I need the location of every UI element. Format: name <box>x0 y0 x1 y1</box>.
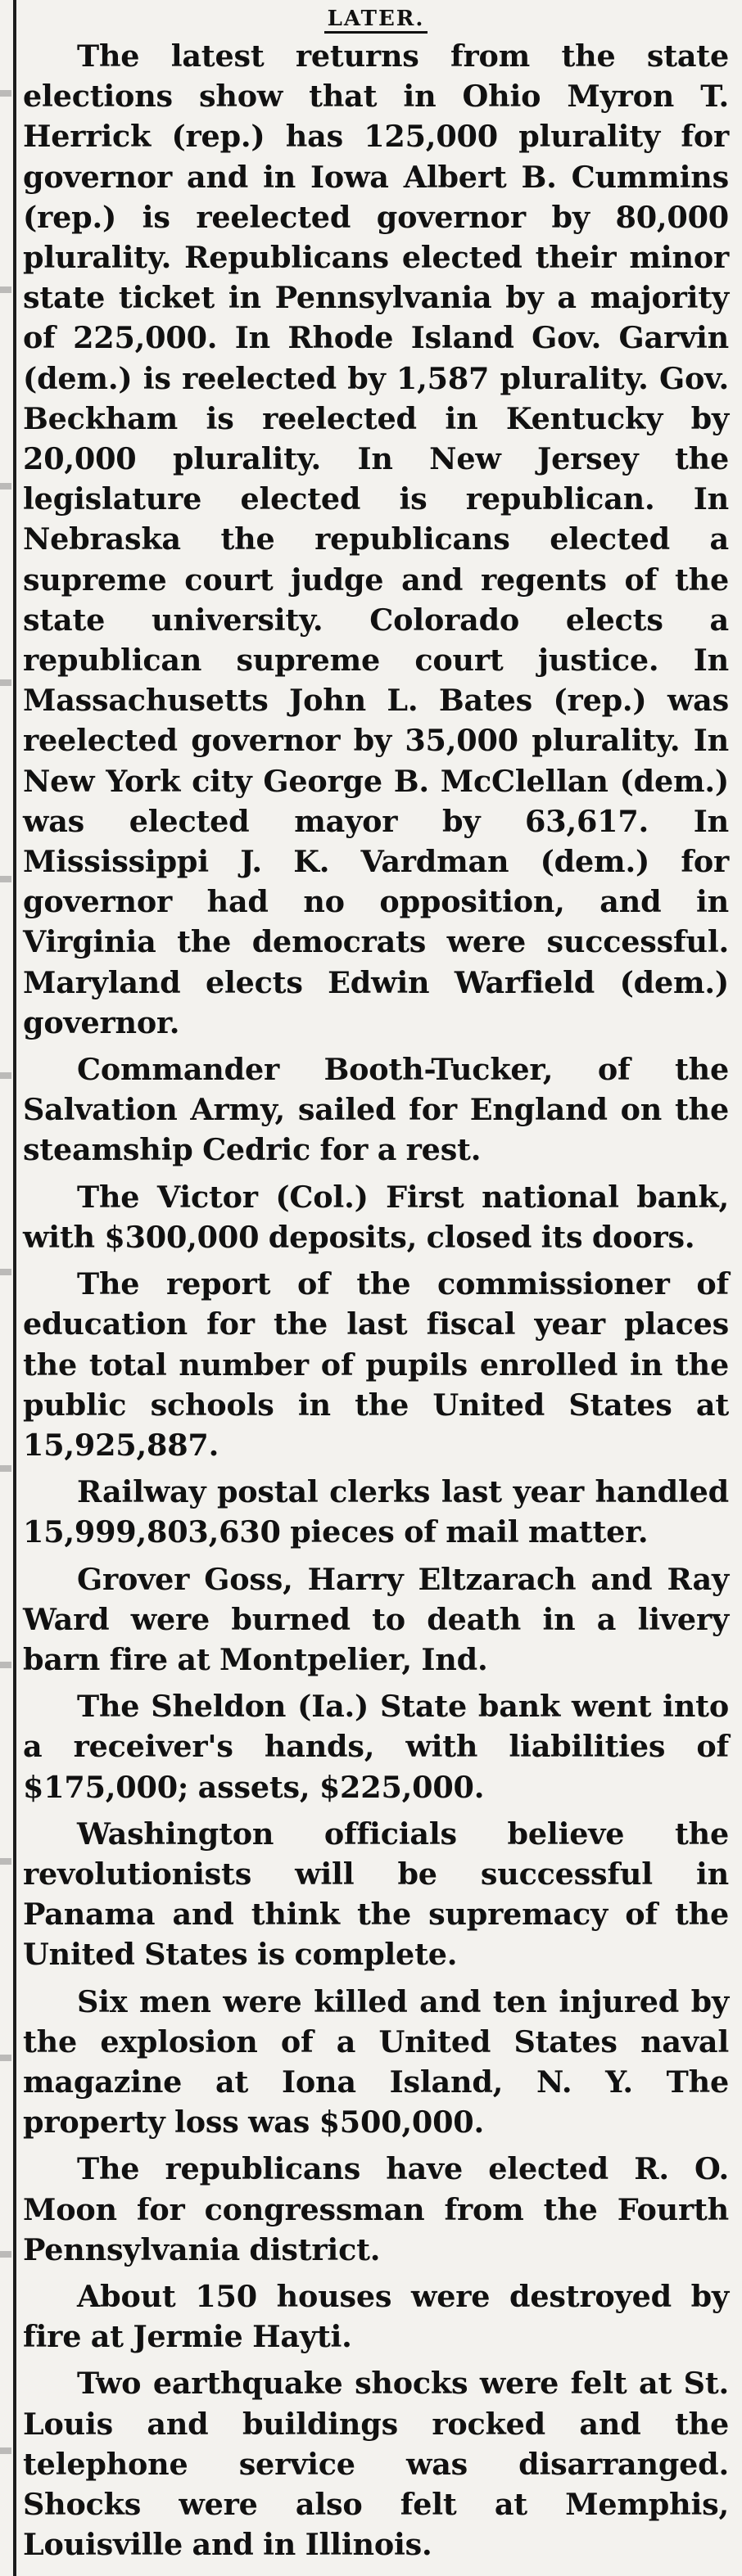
news-item-booth-tucker: Commander Booth-Tucker, of the Salvation Army, sailed for England on the steamship Cedric for a rest. <box>23 1052 729 1168</box>
news-item-victor-bank: The Victor (Col.) First national bank, with $300,000 deposits, closed its doors. <box>23 1179 729 1255</box>
column-rule <box>13 0 16 2576</box>
news-item-earthquake: Two earthquake shocks were felt at St. Louis and buildings rocked and the telephone service was disarranged. Shocks were also felt at Memphis, Louisville and in Illinois. <box>23 2366 729 2563</box>
news-item-sheldon-bank: The Sheldon (Ia.) State bank went into a receiver's hands, with liabilities of $175,000; assets, $225,000. <box>23 1689 729 1805</box>
article-headline <box>23 5 729 33</box>
news-item-barn-fire: Grover Goss, Harry Eltzarach and Ray Ward were burned to death in a livery barn fire at Montpelier, Ind. <box>23 1561 729 1677</box>
headline-text: LATER. <box>324 7 428 34</box>
left-margin-fragments <box>0 0 11 2576</box>
news-item-education-report: The report of the commissioner of education for the last fiscal year places the total number of pupils enrolled in the public schools in the United States at 15,925,887. <box>23 1266 729 1463</box>
news-item-jermie-fire: About 150 houses were destroyed by fire at Jermie Hayti. <box>23 2278 729 2355</box>
article-column <box>23 0 729 2571</box>
news-item-postal-clerks: Railway postal clerks last year handled 15,999,803,630 pieces of mail matter. <box>23 1474 729 1550</box>
news-item-congressman-moon: The republicans have elected R. O. Moon for congressman from the Fourth Pennsylvania district. <box>23 2151 729 2267</box>
news-item-election-returns: The latest returns from the state elections show that in Ohio Myron T. Herrick (rep.) has 125,000 plurality for governor and in Iowa Albert B. Cummins (rep.) is reelected governor by 80,000 plurality. Republicans elected their minor state ticket in Pennsylvania by a majority of 225,000. In Rhode Island Gov. Garvin (dem.) is reelected by 1,587 plurality. Gov. Beckham is reelected in Kentucky by 20,000 plurality. In New Jersey the legislature elected is republican. In Nebraska the republicans elected a supreme court judge and regents of the state university. Colorado elects a republican supreme court justice. In Massachusetts John L. Bates (rep.) was reelected governor by 35,000 plurality. In New York city George B. McClellan (dem.) was elected mayor by 63,617. In Mississippi J. K. Vardman (dem.) for governor had no opposition, and in Virginia the democrats were successful. Maryland elects Edwin Warfield (dem.) governor. <box>23 38 729 1040</box>
news-item-iona-explosion: Six men were killed and ten injured by the explosion of a United States naval magazine at Iona Island, N. Y. The property loss was $500,000. <box>23 1983 729 2141</box>
news-item-panama: Washington officials believe the revolutionists will be successful in Panama and think the supremacy of the United States is complete. <box>23 1816 729 1973</box>
